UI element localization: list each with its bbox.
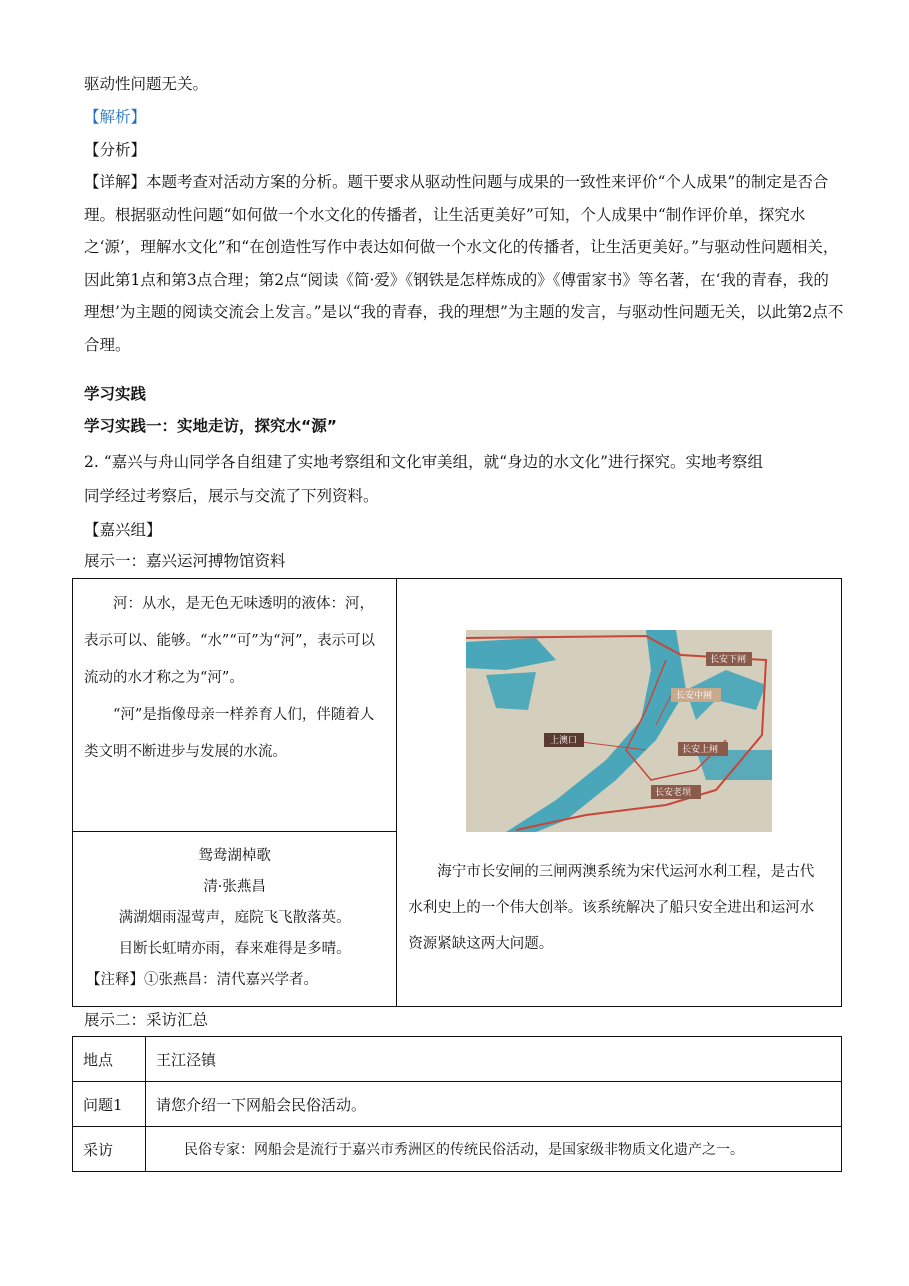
interview-key: 地点 <box>73 1037 146 1082</box>
map-caption: 海宁市长安闸的三闸两澳系统为宋代运河水利工程，是古代水利史上的一个伟大创举。该系统解决了船只安全进出和运河水资源紧缺这两大问题。 <box>408 864 815 952</box>
poem-cell <box>73 832 397 1007</box>
map-label-changan-zhongzha: 长安中闸 <box>676 691 713 701</box>
interview-table <box>72 1036 842 1172</box>
analysis-tag: 【解析】 <box>84 108 147 126</box>
poem-line-2: 目断长虹晴亦雨，春来难得是多晴。 <box>118 941 351 957</box>
he-definition: 河：从水，是无色无味透明的液体：河，表示可以、能够。“水”“可”为“河”，表示可以流动的水才称之为“河”。 “河”是指像母亲一样养育人们，伴随着人类文明不断进步与发展的水流。 <box>84 596 375 760</box>
table-row <box>73 1127 842 1172</box>
question-2-line-2: 同学经过考察后，展示与交流了下列资料。 <box>84 487 379 505</box>
changan-lock-map-image <box>466 630 772 832</box>
subsection-title: 学习实践一：实地走访，探究水“源” <box>84 417 337 435</box>
poem-note: 【注释】①张燕昌：清代嘉兴学者。 <box>86 972 318 988</box>
group-tag: 【嘉兴组】 <box>84 521 162 539</box>
section-title: 学习实践 <box>84 385 147 403</box>
analysis-sub-tag: 【分析】 <box>84 141 147 159</box>
map-cell <box>397 579 842 1007</box>
poem-title: 鸳鸯湖棹歌 <box>198 848 271 864</box>
map-label-changan-xiazha: 长安下闸 <box>710 655 747 665</box>
interview-value: 王江泾镇 <box>146 1037 842 1082</box>
show-2-label: 展示二：采访汇总 <box>84 1011 209 1029</box>
table-row <box>73 1037 842 1082</box>
top-line: 驱动性问题无关。 <box>84 75 209 93</box>
map-label-shangaokou: 上澳口 <box>550 736 578 746</box>
table-row <box>73 1082 842 1127</box>
question-2-line-1: 2. “嘉兴与舟山同学各自组建了实地考察组和文化审美组，就“身边的水文化”进行探究。实地考察组 <box>84 453 763 471</box>
interview-value: 民俗专家：网船会是流行于嘉兴市秀洲区的传统民俗活动，是国家级非物质文化遗产之一。 <box>146 1127 842 1172</box>
poem-author: 清·张燕昌 <box>203 879 266 895</box>
poem <box>74 833 395 996</box>
map-label-changan-shangzha: 长安上闸 <box>682 745 719 755</box>
interview-key: 采访 <box>73 1127 146 1172</box>
detail-paragraph: 【详解】本题考查对活动方案的分析。题干要求从驱动性问题与成果的一致性来评价“个人成果”的制定是否合理。根据驱动性问题“如何做一个水文化的传播者，让生活更美好”可知，个人成果中“制作评价单，探究水之‘源’，理解水文化”和“在创造性写作中表达如何做一个水文化的传播者，让生活更美好。”与驱动性问题相关，因此第1点和第3点合理；第2点“阅读《简·爱》《钢铁是怎样炼成的》《傅雷家书》等名著，在‘我的青春，我的理想’为主题的阅读交流会上发言。”是以“我的青春，我的理想”为主题的发言，与驱动性问题无关，以此第2点不合理。 <box>84 173 844 354</box>
show-1-label: 展示一：嘉兴运河搏物馆资料 <box>84 552 286 570</box>
map-label-changan-laoba: 长安老坝 <box>655 788 692 798</box>
interview-value: 请您介绍一下网船会民俗活动。 <box>146 1082 842 1127</box>
poem-line-1: 满湖烟雨湿莺声，庭院飞飞散落英。 <box>118 910 351 926</box>
interview-key: 问题1 <box>73 1082 146 1127</box>
museum-material-table <box>72 578 842 1007</box>
he-definition-cell <box>73 579 397 832</box>
